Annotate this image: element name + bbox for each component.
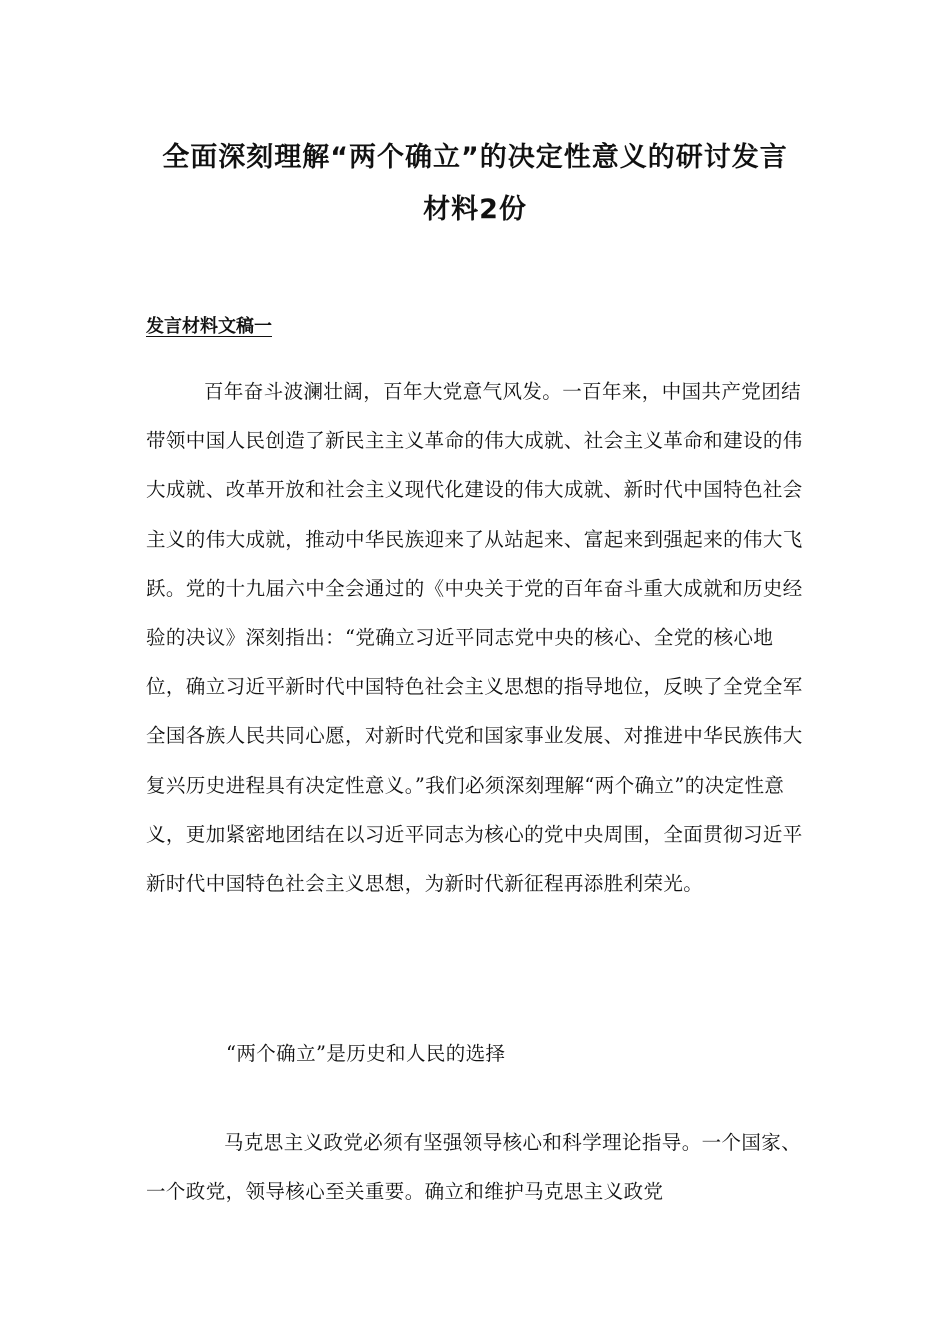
title-line-1: 全面深刻理解“两个确立”的决定性意义的研讨发言 [162,142,788,173]
document-title [120,132,830,236]
title-line-2: 材料2份 [423,194,527,225]
body-paragraph: 马克思主义政党必须有坚强领导核心和科学理论指导。一个国家、一个政党，领导核心至关重要。确立和维护马克思主义政党 [146,1131,802,1204]
body-paragraph: 百年奋斗波澜壮阔，百年大党意气风发。一百年来，中国共产党团结带领中国人民创造了新民主主义革命的伟大成就、社会主义革命和建设的伟大成就、改革开放和社会主义现代化建设的伟大成就、新时代中国特色社会主义的伟大成就，推动中华民族迎来了从站起来、富起来到强起来的伟大飞跃。党的十九届六中全会通过的《中央关于党的百年奋斗重大成就和历史经验的决议》深刻指出：“党确立习近平同志党中央的核心、全党的核心地位，确立习近平新时代中国特色社会主义思想的指导地位，反映了全党全军全国各族人民共同心愿，对新时代党和国家事业发展、对推进中华民族伟大复兴历史进程具有决定性意义。”我们必须深刻理解“两个确立”的决定性意义，更加紧密地团结在以习近平同志为核心的党中央周围，全面贯彻习近平新时代中国特色社会主义思想，为新时代新征程再添胜利荣光。 [146,380,803,896]
subheading: “两个确立”是历史和人民的选择 [226,1042,506,1065]
section-heading: 发言材料文稿一 [146,316,272,337]
